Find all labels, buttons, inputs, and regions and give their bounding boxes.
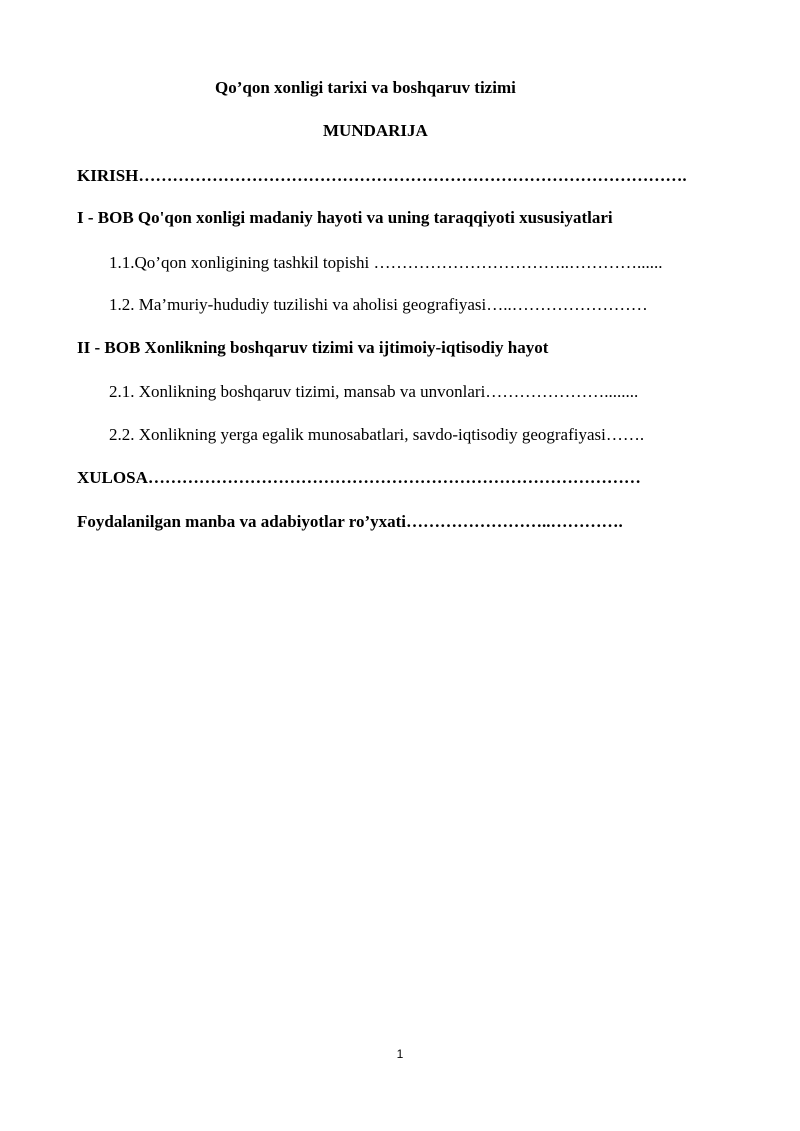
toc-section-2-1: 2.1. Xonlikning boshqaruv tizimi, mansab va unvonlari…………………........ <box>109 382 639 401</box>
toc-section-1-1: 1.1.Qo’qon xonligining tashkil topishi ……………………………..…………...... <box>109 253 663 272</box>
toc-section-1-2: 1.2. Ma’muriy-hududiy tuzilishi va aholisi geografiyasi…..…………………… <box>109 295 648 314</box>
page-number: 1 <box>396 1047 404 1061</box>
toc-entry-kirish: KIRISH……………………………………………………………………………………. <box>77 166 687 185</box>
toc-heading: MUNDARIJA <box>323 121 428 140</box>
toc-section-2-2: 2.2. Xonlikning yerga egalik munosabatlari, savdo-iqtisodiy geografiyasi……. <box>109 425 645 444</box>
toc-chapter-1: I - BOB Qo'qon xonligi madaniy hayoti va uning taraqqiyoti xususiyatlari <box>77 208 613 227</box>
toc-entry-references: Foydalanilgan manba va adabiyotlar ro’yxati……………………..…………. <box>77 512 623 531</box>
toc-chapter-2: II - BOB Xonlikning boshqaruv tizimi va ijtimoiy-iqtisodiy hayot <box>77 338 549 357</box>
toc-entry-xulosa: XULOSA…………………………………………………………………………… <box>77 468 641 487</box>
document-title: Qo’qon xonligi tarixi va boshqaruv tizimi <box>215 78 516 97</box>
